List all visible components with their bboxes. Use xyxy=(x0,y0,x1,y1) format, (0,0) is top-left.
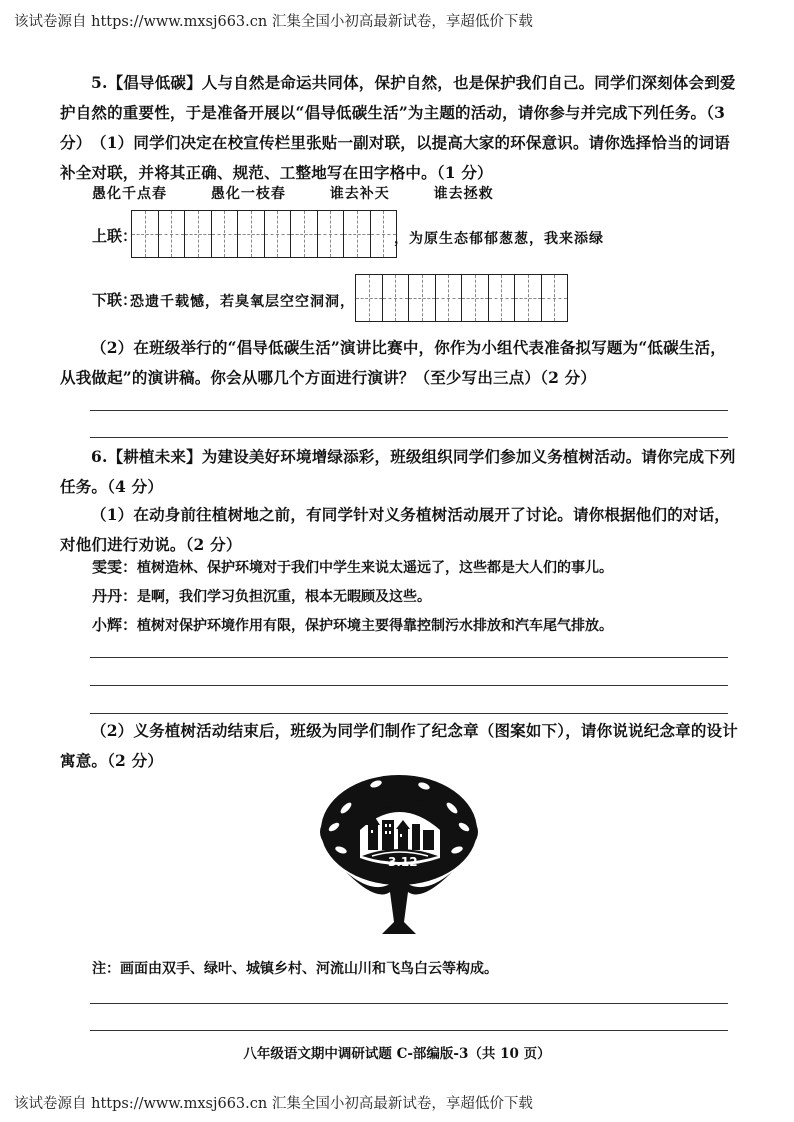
q6-intro-text: 为建设美好环境增绿添彩，班级组织同学们参加义务植树活动。请你完成下列任务。（4 分） xyxy=(60,447,736,496)
q6-sub1: （1）在动身前往植树地之前，有同学针对义务植树活动展开了讨论。请你根据他们的对话，对他们进行劝说。（2 分） xyxy=(60,505,730,554)
q5-number: 5. xyxy=(91,73,108,92)
answer-line[interactable] xyxy=(90,685,728,686)
lower-couplet-prefix: 恐遗千载憾，若臭氧层空空洞洞， xyxy=(130,294,355,310)
q6-number: 6. xyxy=(91,447,108,466)
q5-intro-text: 人与自然是命运共同体，保护自然，也是保护我们自己。同学们深刻体会到爱护自然的重要性，于是准备开展以“倡导低碳生活”为主题的活动，请你参与并完成下列任务。（3 分） xyxy=(60,73,736,152)
dialog-line xyxy=(92,556,613,577)
answer-line[interactable] xyxy=(90,1030,728,1031)
speaker-name: 雯雯： xyxy=(92,558,138,576)
q6-intro xyxy=(60,442,740,502)
option-word: 愚化一枝春 xyxy=(210,186,286,202)
dialog-line xyxy=(92,585,431,606)
answer-line[interactable] xyxy=(90,1003,728,1004)
answer-line[interactable] xyxy=(90,657,728,658)
speaker-name: 小辉： xyxy=(92,616,138,634)
speaker-name: 丹丹： xyxy=(92,587,138,605)
source-header: 该试卷源自 https://www.mxsj663.cn 汇集全国小初高最新试卷，享超低价下载 xyxy=(14,14,533,30)
option-words xyxy=(92,183,532,203)
source-footer: 该试卷源自 https://www.mxsj663.cn 汇集全国小初高最新试卷，享超低价下载 xyxy=(14,1096,533,1112)
q5-sub1: （1）同学们决定在校宣传栏里张贴一副对联，以提高大家的环保意识。请你选择恰当的词语补全对联，并将其正确、规范、工整地写在田字格中。（1 分） xyxy=(60,133,730,182)
page-info: 八年级语文期中调研试题 C-部编版-3（共 10 页） xyxy=(243,1046,551,1062)
lower-couplet-grid[interactable] xyxy=(355,274,568,322)
answer-line[interactable] xyxy=(90,410,728,411)
q6-sub2: （2）义务植树活动结束后，班级为同学们制作了纪念章（图案如下），请你说说纪念章的设计寓意。（2 分） xyxy=(60,721,738,770)
answer-line[interactable] xyxy=(90,713,728,714)
option-word: 谁去补天 xyxy=(329,186,390,202)
upper-couplet-suffix: ，为原生态郁郁葱葱，我来添绿 xyxy=(394,231,604,247)
speaker-text: 植树对保护环境作用有限，保护环境主要得靠控制污水排放和汽车尾气排放。 xyxy=(137,618,614,634)
answer-line[interactable] xyxy=(90,437,728,438)
speaker-text: 植树造林、保护环境对于我们中学生来说太遥远了，这些都是大人们的事儿。 xyxy=(137,560,614,576)
dialog-line xyxy=(92,614,613,635)
tree-emblem-image xyxy=(316,772,482,938)
upper-couplet-grid[interactable] xyxy=(131,210,397,258)
option-word: 愚化千点春 xyxy=(92,186,167,202)
upper-couplet-label: 上联： xyxy=(92,227,138,245)
q5-sub2: （2）在班级举行的“倡导低碳生活”演讲比赛中，你作为小组代表准备拟写题为“低碳生活，从我做起”的演讲稿。你会从哪几个方面进行演讲？（至少写出三点）（2 分） xyxy=(60,338,726,387)
option-word: 谁去拯救 xyxy=(433,186,494,202)
speaker-text: 是啊，我们学习负担沉重，根本无暇顾及这些。 xyxy=(137,589,432,605)
emblem-text: 3.12 xyxy=(388,855,418,869)
emblem-note: 注：画面由双手、绿叶、城镇乡村、河流山川和飞鸟白云等构成。 xyxy=(92,961,498,977)
q5-tag: 【倡导低碳】 xyxy=(107,73,202,92)
q6-tag: 【耕植未来】 xyxy=(107,447,202,466)
lower-couplet-label: 下联： xyxy=(92,291,138,309)
